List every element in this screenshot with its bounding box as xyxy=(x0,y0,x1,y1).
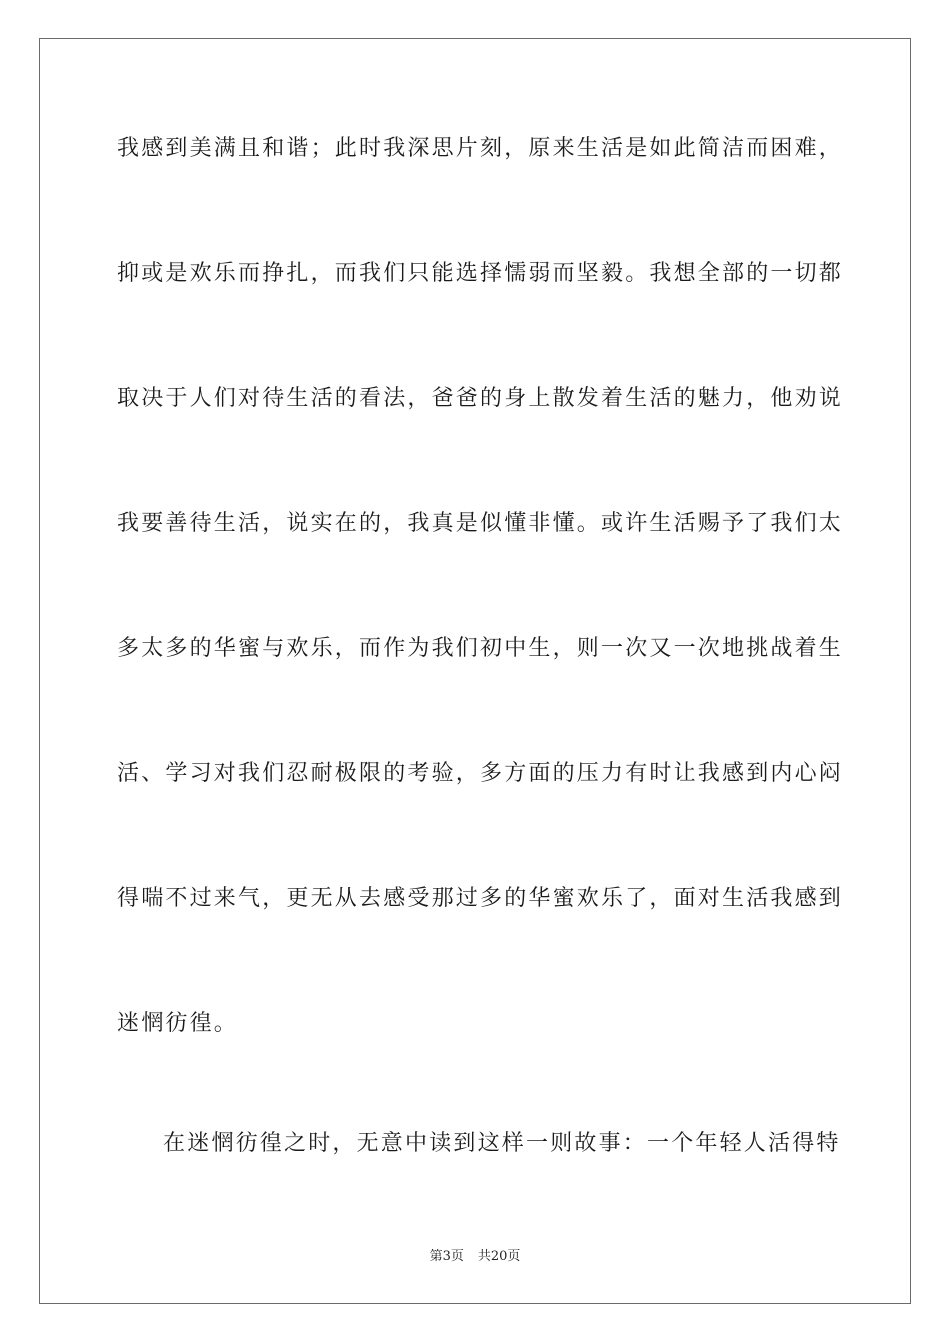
text-line: 迷惘彷徨。 xyxy=(117,1011,239,1036)
text-line: 得喘不过来气，更无从去感受那过多的华蜜欢乐了，面对生活我感到 xyxy=(117,886,844,911)
text-line: 我感到美满且和谐；此时我深思片刻，原来生活是如此简洁而困难， xyxy=(117,136,844,161)
text-line: 活、学习对我们忍耐极限的考验，多方面的压力有时让我感到内心闷 xyxy=(117,761,844,786)
text-line: 取决于人们对待生活的看法，爸爸的身上散发着生活的魅力，他劝说 xyxy=(117,386,844,411)
page-total: 共20页 xyxy=(477,1249,521,1264)
page-footer xyxy=(0,1248,950,1266)
page-border xyxy=(39,38,911,1304)
text-line: 我要善待生活，说实在的，我真是似懂非懂。或许生活赐予了我们太 xyxy=(117,511,844,536)
paragraph-start-line: 在迷惘彷徨之时，无意中读到这样一则故事：一个年轻人活得特 xyxy=(163,1131,841,1156)
page-number: 第3页 xyxy=(429,1249,464,1264)
text-line: 抑或是欢乐而挣扎，而我们只能选择懦弱而坚毅。我想全部的一切都 xyxy=(117,261,844,286)
text-line: 多太多的华蜜与欢乐，而作为我们初中生，则一次又一次地挑战着生 xyxy=(117,636,844,661)
